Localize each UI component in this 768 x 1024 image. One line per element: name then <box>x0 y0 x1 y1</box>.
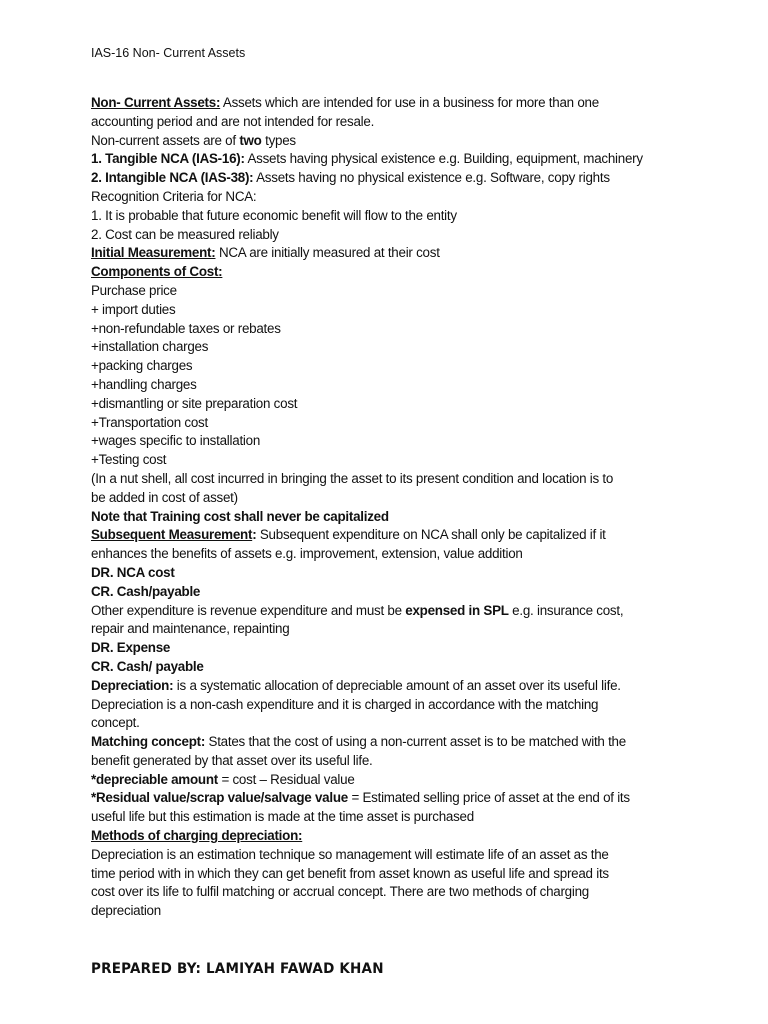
text-run: CR. Cash/ payable <box>91 658 204 674</box>
document-title: IAS-16 Non- Current Assets <box>91 46 246 60</box>
text-run: Recognition Criteria for NCA: <box>91 188 257 204</box>
text-run: benefit generated by that asset over its useful life. <box>91 752 373 768</box>
text-run: Note that Training cost shall never be capitalized <box>91 508 389 524</box>
text-run: NCA are initially measured at their cost <box>215 245 440 261</box>
text-line <box>91 395 691 414</box>
text-run: is a systematic allocation of depreciable amount of an asset over its useful life. <box>173 677 621 693</box>
text-line <box>91 432 691 451</box>
text-run: (In a nut shell, all cost incurred in bringing the asset to its present condition and location is to <box>91 470 614 486</box>
text-run: DR. NCA cost <box>91 564 175 580</box>
text-run: Assets having physical existence e.g. Building, equipment, machinery <box>244 151 643 167</box>
text-line <box>91 489 691 508</box>
text-line <box>91 282 691 301</box>
text-run: Methods of charging depreciation: <box>91 828 303 844</box>
text-run: *Residual value/scrap value/salvage value <box>91 790 348 806</box>
text-run: Purchase price <box>91 282 177 298</box>
text-line <box>91 132 691 151</box>
text-line <box>91 883 691 902</box>
text-line <box>91 451 691 470</box>
text-line <box>91 677 691 696</box>
text-run: Assets which are intended for use in a business for more than one <box>220 95 599 110</box>
text-run: depreciation <box>91 903 161 919</box>
text-run: + import duties <box>91 301 176 317</box>
text-run: DR. Expense <box>91 640 171 656</box>
text-run: Non- Current Assets: <box>91 95 221 110</box>
text-run: = Estimated selling price of asset at the end of its <box>347 790 630 806</box>
text-run: +Testing cost <box>91 452 167 468</box>
text-run: types <box>261 132 296 148</box>
text-line <box>91 865 691 884</box>
text-run: be added in cost of asset) <box>91 489 238 505</box>
text-run: +wages specific to installation <box>91 433 261 449</box>
text-run: States that the cost of using a non-current asset is to be matched with the <box>205 734 626 750</box>
text-run: +Transportation cost <box>91 414 208 430</box>
author-footer: PREPARED BY: LAMIYAH FAWAD KHAN <box>91 960 384 978</box>
text-run: expensed in SPL <box>405 602 509 618</box>
text-line <box>91 733 691 752</box>
text-run: CR. Cash/payable <box>91 583 201 599</box>
text-line <box>91 244 691 263</box>
text-line <box>91 639 691 658</box>
text-run: Depreciation: <box>91 677 174 693</box>
text-line <box>91 752 691 771</box>
text-line <box>91 602 691 621</box>
text-run: *depreciable amount <box>91 771 218 787</box>
text-line <box>91 301 691 320</box>
text-line <box>91 545 691 564</box>
text-run: +non-refundable taxes or rebates <box>91 320 281 336</box>
text-run: +installation charges <box>91 339 209 355</box>
text-line <box>91 696 691 715</box>
text-line <box>91 169 691 188</box>
text-run: 2. Intangible NCA (IAS-38): <box>91 170 254 186</box>
text-line <box>91 263 691 282</box>
text-line <box>91 357 691 376</box>
text-line <box>91 94 691 113</box>
text-run: 2. Cost can be measured reliably <box>91 226 279 242</box>
text-run: 1. Tangible NCA (IAS-16): <box>91 151 245 167</box>
text-run: useful life but this estimation is made at the time asset is purchased <box>91 809 474 825</box>
text-line <box>91 113 691 132</box>
text-run: = cost – Residual value <box>217 771 355 787</box>
text-run: e.g. insurance cost, <box>508 602 624 618</box>
text-line <box>91 771 691 790</box>
text-run: : <box>252 527 257 543</box>
text-run: two <box>239 132 262 148</box>
text-run: +packing charges <box>91 358 193 374</box>
text-line <box>91 658 691 677</box>
text-run: enhances the benefits of assets e.g. improvement, extension, value addition <box>91 546 523 562</box>
text-line <box>91 902 691 921</box>
text-line <box>91 150 691 169</box>
text-run: +handling charges <box>91 376 197 392</box>
text-line <box>91 789 691 808</box>
text-line <box>91 583 691 602</box>
text-line <box>91 526 691 545</box>
text-run: Non-current assets are of <box>91 132 240 148</box>
document-body <box>91 94 691 921</box>
text-line <box>91 320 691 339</box>
text-run: accounting period and are not intended for resale. <box>91 113 375 129</box>
text-run: Depreciation is a non-cash expenditure and it is charged in accordance with the matching <box>91 696 599 712</box>
text-run: repair and maintenance, repainting <box>91 621 290 637</box>
text-line <box>91 226 691 245</box>
text-run: 1. It is probable that future economic benefit will flow to the entity <box>91 207 457 223</box>
text-run: +dismantling or site preparation cost <box>91 395 298 411</box>
text-line <box>91 827 691 846</box>
text-run: Depreciation is an estimation technique so management will estimate life of an asset as the <box>91 846 609 862</box>
text-line <box>91 207 691 226</box>
text-run: Subsequent Measurement <box>91 527 253 543</box>
text-line <box>91 414 691 433</box>
text-run: Components of Cost: <box>91 264 223 280</box>
text-line <box>91 620 691 639</box>
text-line <box>91 846 691 865</box>
text-run: Initial Measurement: <box>91 245 216 261</box>
text-line <box>91 376 691 395</box>
text-run: Assets having no physical existence e.g. Software, copy rights <box>253 170 610 186</box>
text-line <box>91 714 691 733</box>
text-run: time period with in which they can get benefit from asset known as useful life and spread its <box>91 865 609 881</box>
text-run: Subsequent expenditure on NCA shall only be capitalized if it <box>256 527 606 543</box>
text-line <box>91 508 691 527</box>
text-run: Matching concept: <box>91 734 206 750</box>
text-line <box>91 808 691 827</box>
text-line <box>91 564 691 583</box>
text-line <box>91 188 691 207</box>
text-run: concept. <box>91 715 140 731</box>
text-line <box>91 338 691 357</box>
text-run: cost over its life to fulfil matching or accrual concept. There are two methods of charging <box>91 884 590 900</box>
text-run: Other expenditure is revenue expenditure and must be <box>91 602 406 618</box>
text-line <box>91 470 691 489</box>
